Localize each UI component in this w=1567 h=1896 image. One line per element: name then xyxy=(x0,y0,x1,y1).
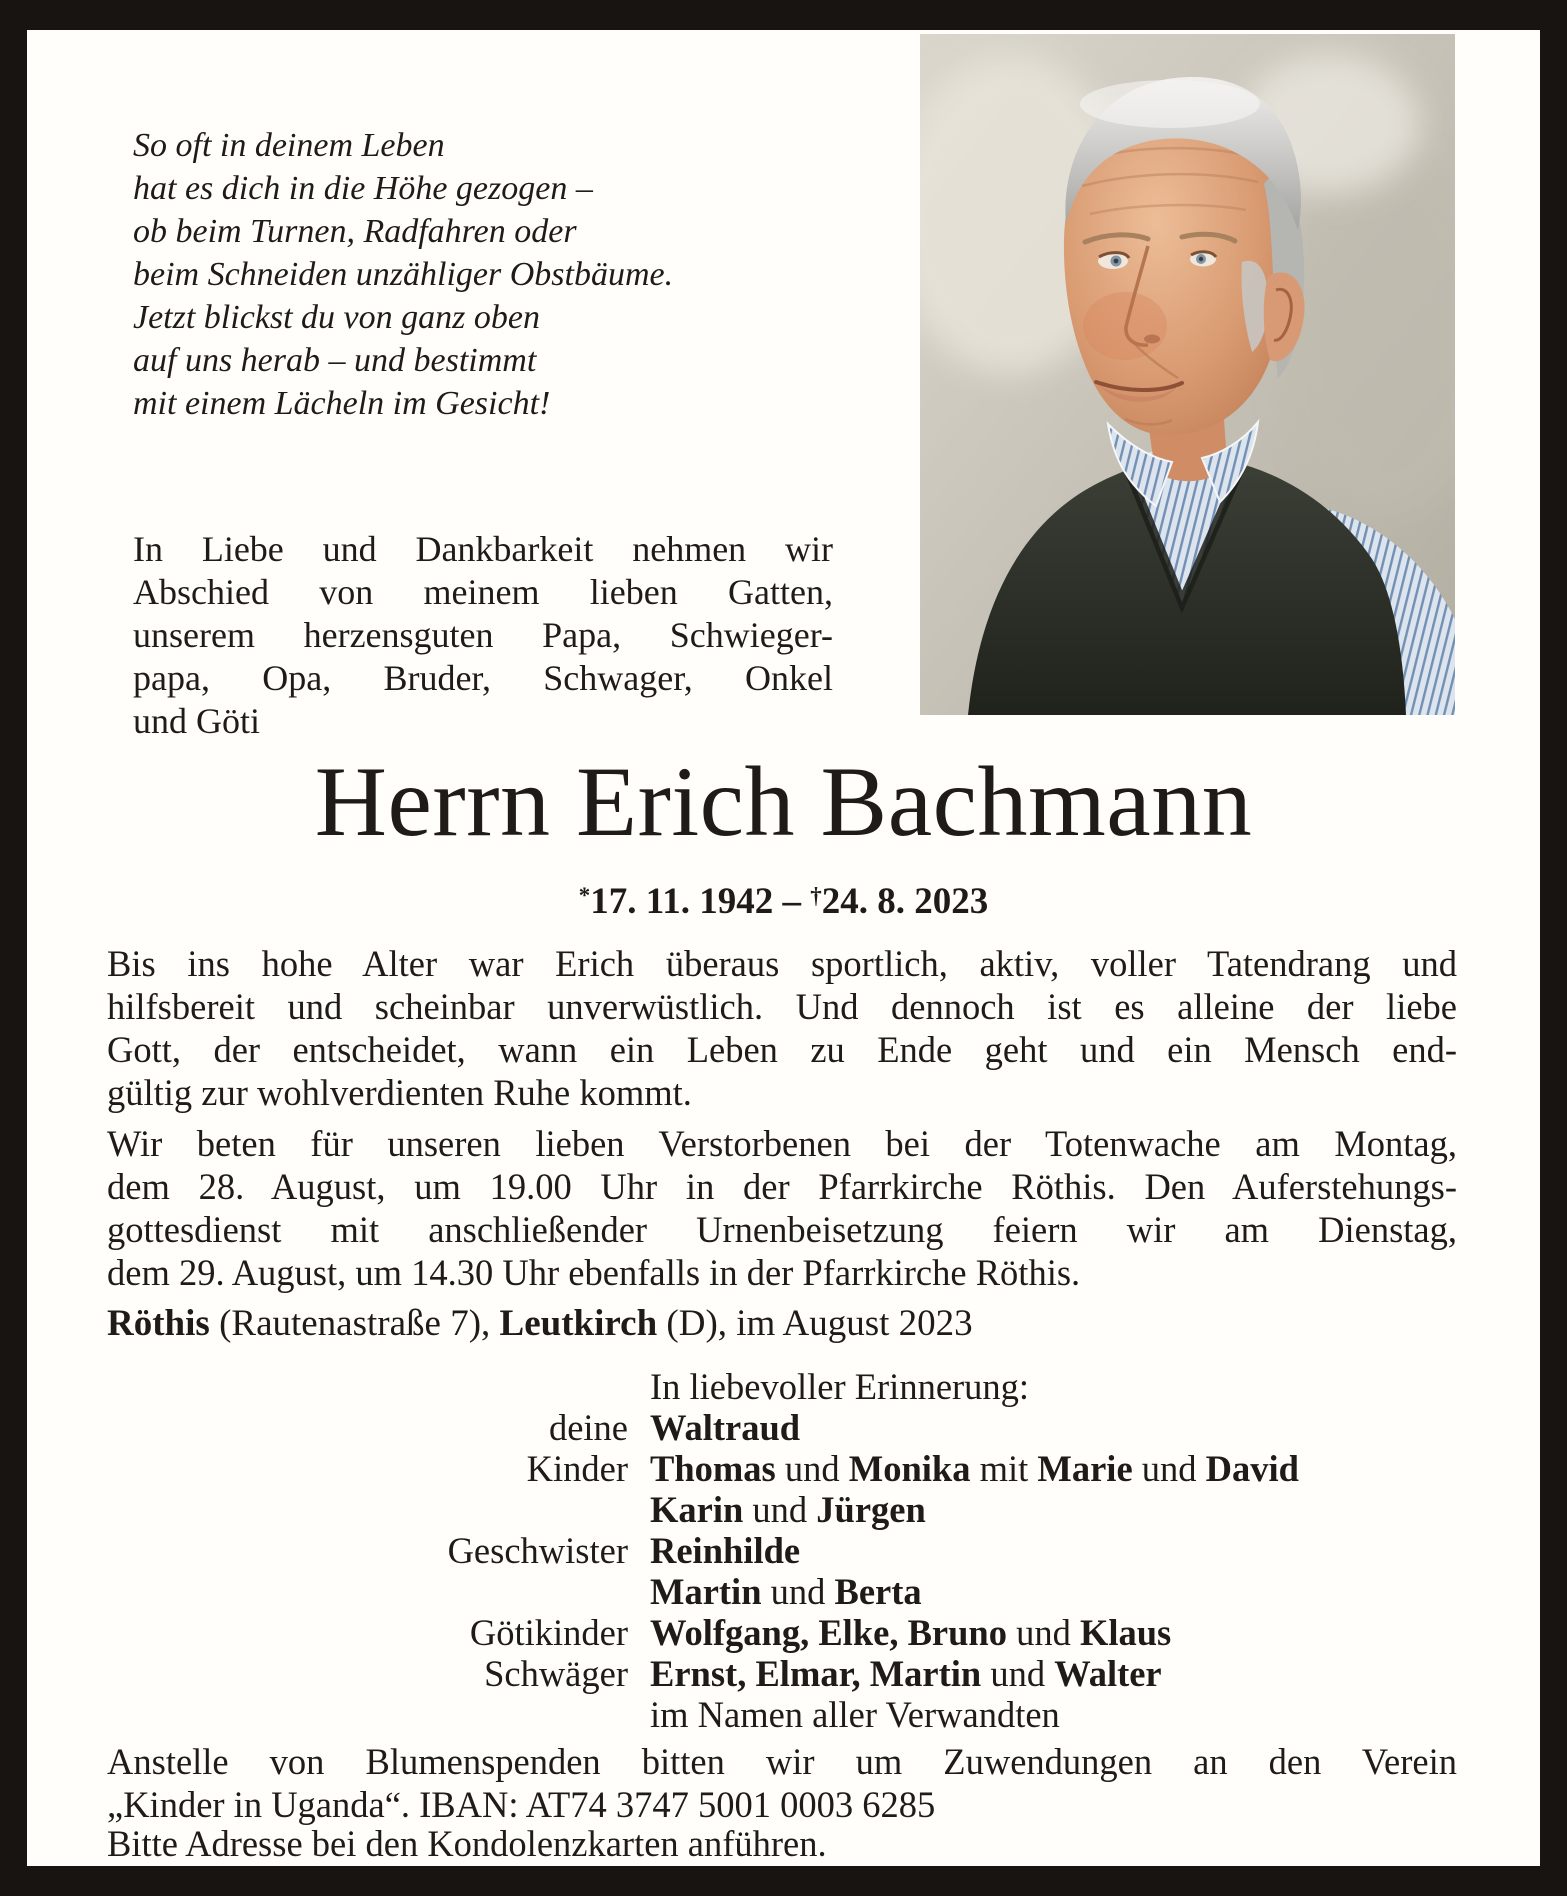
text-part: Walter xyxy=(1054,1653,1162,1694)
mourners-list xyxy=(27,1366,1540,1735)
text-part: (D), im August 2023 xyxy=(657,1303,973,1344)
portrait-illustration xyxy=(920,34,1455,715)
memorial-row xyxy=(27,1489,1540,1530)
text-part: Jürgen xyxy=(816,1489,926,1530)
text-line: hilfsbereit und scheinbar unverwüstlich. Und dennoch ist es alleine der liebe xyxy=(107,986,1457,1027)
text-part: und xyxy=(761,1571,835,1612)
text-part: Berta xyxy=(834,1571,922,1612)
text-line: So oft in deinem Leben xyxy=(133,127,445,164)
text-part: und xyxy=(1132,1448,1206,1489)
text-part: Ernst, Elmar, Martin xyxy=(650,1653,982,1694)
memorial-row xyxy=(27,1366,1540,1407)
text-line: ob beim Turnen, Radfahren oder xyxy=(133,213,577,250)
memorial-role-label: Götikinder xyxy=(469,1612,628,1653)
text-line: gottesdienst mit anschließender Urnenbeisetzung feiern wir am Dienstag, xyxy=(107,1209,1457,1250)
text-part: 24. 8. 2023 xyxy=(821,881,989,922)
life-dates xyxy=(27,880,1540,923)
obituary-paragraph-1 xyxy=(107,942,1457,1114)
text-line: papa, Opa, Bruder, Schwager, Onkel xyxy=(133,658,833,698)
text-line: Anstelle von Blumenspenden bitten wir um Zuwendungen an den Verein xyxy=(107,1741,1457,1782)
text-line: beim Schneiden unzähliger Obstbäume. xyxy=(133,256,674,293)
text-part: 17. 11. 1942 xyxy=(590,881,774,922)
memorial-role-label: Geschwister xyxy=(447,1530,628,1571)
text-part: David xyxy=(1205,1448,1299,1489)
text-part: und xyxy=(775,1448,849,1489)
text-part: mit xyxy=(970,1448,1038,1489)
text-line: auf uns herab – und bestimmt xyxy=(133,342,537,379)
text-part: Thomas xyxy=(650,1448,776,1489)
text-line: Gott, der entscheidet, wann ein Leben zu Ende geht und ein Mensch end- xyxy=(107,1029,1457,1070)
memorial-names xyxy=(650,1694,1540,1735)
location-date-line xyxy=(107,1302,1457,1345)
text-line: und Göti xyxy=(133,701,261,741)
text-part: (Rautenastraße 7), xyxy=(209,1303,500,1344)
obituary-paragraph-2 xyxy=(107,1122,1457,1294)
text-part: Monika xyxy=(848,1448,971,1489)
memorial-role-label xyxy=(27,1694,628,1735)
text-line: Jetzt blickst du von ganz oben xyxy=(133,299,540,336)
text-part: Waltraud xyxy=(650,1407,801,1448)
text-part: und xyxy=(743,1489,817,1530)
memorial-names xyxy=(650,1407,1540,1448)
death-cross-icon: † xyxy=(810,883,822,909)
memorial-names xyxy=(650,1653,1540,1694)
text-part: Karin xyxy=(650,1489,744,1530)
text-part: und xyxy=(1006,1612,1080,1653)
text-part: im Namen aller Verwandten xyxy=(650,1694,1060,1735)
memorial-names xyxy=(650,1530,1540,1571)
text-part: Reinhilde xyxy=(650,1530,801,1571)
text-line: In Liebe und Dankbarkeit nehmen wir xyxy=(133,529,833,569)
memorial-row xyxy=(27,1612,1540,1653)
memorial-row xyxy=(27,1653,1540,1694)
notice-content xyxy=(27,30,1540,1866)
memorial-names xyxy=(650,1571,1540,1612)
memorial-row xyxy=(27,1407,1540,1448)
text-line: Bis ins hohe Alter war Erich überaus sportlich, aktiv, voller Tatendrang und xyxy=(107,943,1457,984)
deceased-name: Herrn Erich Bachmann xyxy=(314,746,1253,857)
text-part: Martin xyxy=(650,1571,762,1612)
text-line: Abschied von meinem lieben Gatten, xyxy=(133,572,833,612)
memorial-role-label: Kinder xyxy=(526,1448,628,1489)
memorial-role-label xyxy=(27,1489,628,1530)
birth-star-icon: * xyxy=(578,883,591,909)
memorial-names xyxy=(650,1448,1540,1489)
memorial-role-label xyxy=(27,1571,628,1612)
text-part: In liebevoller Erinnerung: xyxy=(650,1366,1030,1407)
memorial-role-label: deine xyxy=(548,1407,628,1448)
memorial-role-label xyxy=(27,1366,628,1407)
text-part: Klaus xyxy=(1079,1612,1172,1653)
text-part: Leutkirch xyxy=(499,1303,658,1344)
memorial-row xyxy=(27,1571,1540,1612)
memorial-row xyxy=(27,1448,1540,1489)
condolence-note: Bitte Adresse bei den Kondolenzkarten anführen. xyxy=(107,1823,827,1864)
text-part: Röthis xyxy=(107,1303,210,1344)
text-line: „Kinder in Uganda“. IBAN: AT74 3747 5001 0003 6285 xyxy=(107,1784,936,1825)
portrait-photo xyxy=(920,34,1455,715)
memorial-names xyxy=(650,1612,1540,1653)
memorial-row xyxy=(27,1530,1540,1571)
text-line: Wir beten für unseren lieben Verstorbenen bei der Totenwache am Montag, xyxy=(107,1123,1457,1164)
text-line: unserem herzensguten Papa, Schwieger- xyxy=(133,615,833,655)
text-part: und xyxy=(981,1653,1055,1694)
text-line: gültig zur wohlverdienten Ruhe kommt. xyxy=(107,1072,692,1113)
text-line: dem 29. August, um 14.30 Uhr ebenfalls in der Pfarrkirche Röthis. xyxy=(107,1252,1081,1293)
memorial-names xyxy=(650,1366,1540,1407)
text-part: Wolfgang, Elke, Bruno xyxy=(650,1612,1007,1653)
memorial-row xyxy=(27,1694,1540,1735)
text-part: Marie xyxy=(1037,1448,1133,1489)
donation-request xyxy=(107,1740,1457,1826)
text-line: dem 28. August, um 19.00 Uhr in der Pfarrkirche Röthis. Den Auferstehungs- xyxy=(107,1166,1457,1207)
memorial-role-label: Schwäger xyxy=(484,1653,628,1694)
text-line: hat es dich in die Höhe gezogen – xyxy=(133,170,593,207)
memorial-names xyxy=(650,1489,1540,1530)
text-part: – xyxy=(773,881,811,922)
text-line: mit einem Lächeln im Gesicht! xyxy=(133,385,551,422)
memorial-poem xyxy=(133,124,793,425)
farewell-intro xyxy=(133,528,833,743)
